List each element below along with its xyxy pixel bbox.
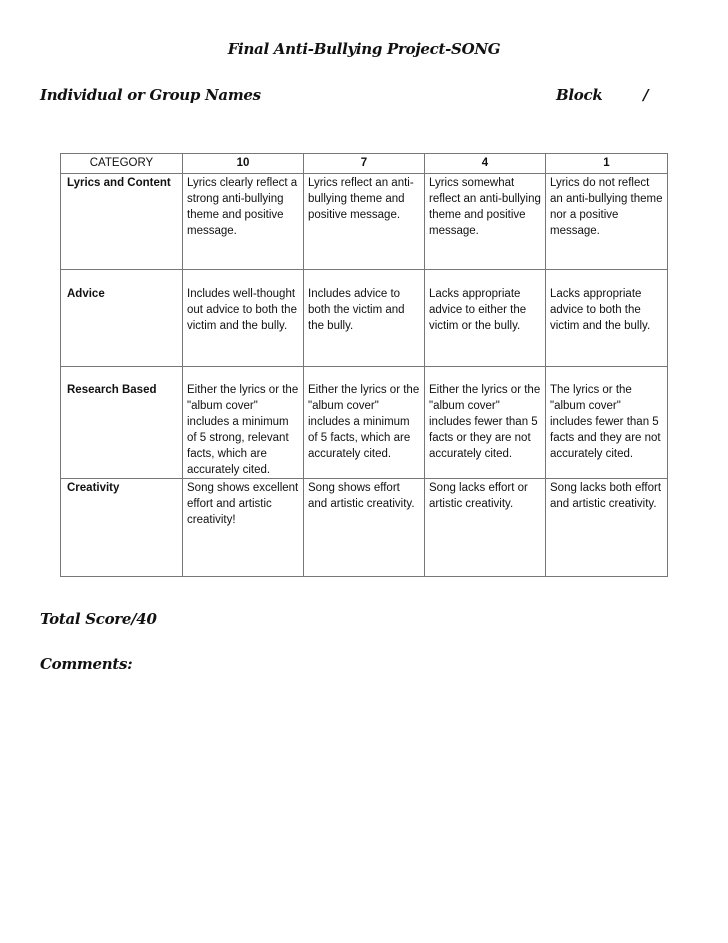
criteria-cell: Includes well-thought out advice to both the victim and the bully. — [183, 270, 304, 367]
page-title: Final Anti-Bullying Project-SONG — [227, 40, 501, 58]
names-label: Individual or Group Names — [40, 86, 261, 104]
header-score-4: 4 — [425, 154, 546, 174]
criteria-cell: Lyrics reflect an anti-bullying theme and positive message. — [304, 174, 425, 270]
criteria-cell: Lyrics somewhat reflect an anti-bullying theme and positive message. — [425, 174, 546, 270]
rubric-table — [60, 153, 668, 577]
criteria-cell: Lacks appropriate advice to either the victim or the bully. — [425, 270, 546, 367]
criteria-cell: Lyrics do not reflect an anti-bullying theme nor a positive message. — [546, 174, 668, 270]
table-row — [61, 479, 668, 577]
header-category: CATEGORY — [61, 154, 183, 174]
category-cell: Lyrics and Content — [61, 174, 183, 270]
criteria-cell: Either the lyrics or the "album cover" includes a minimum of 5 strong, relevant facts, which are accurately cited. — [183, 367, 304, 479]
criteria-cell: Lacks appropriate advice to both the victim and the bully. — [546, 270, 668, 367]
criteria-cell: Song shows effort and artistic creativity. — [304, 479, 425, 577]
criteria-cell: Lyrics clearly reflect a strong anti-bullying theme and positive message. — [183, 174, 304, 270]
category-cell: Advice — [61, 270, 183, 367]
table-row — [61, 367, 668, 479]
criteria-cell: Includes advice to both the victim and the bully. — [304, 270, 425, 367]
rubric-header-row — [61, 154, 668, 174]
table-row — [61, 270, 668, 367]
comments-label: Comments: — [40, 655, 133, 673]
category-cell: Research Based — [61, 367, 183, 479]
header-score-1: 1 — [546, 154, 668, 174]
block-label: Block — [556, 86, 603, 104]
table-row — [61, 174, 668, 270]
criteria-cell: Either the lyrics or the "album cover" includes a minimum of 5 facts, which are accurately cited. — [304, 367, 425, 479]
header-score-10: 10 — [183, 154, 304, 174]
total-score-label: Total Score/40 — [40, 610, 157, 628]
criteria-cell: Song shows excellent effort and artistic creativity! — [183, 479, 304, 577]
criteria-cell: Either the lyrics or the "album cover" includes fewer than 5 facts or they are not accurately cited. — [425, 367, 546, 479]
criteria-cell: Song lacks effort or artistic creativity. — [425, 479, 546, 577]
category-cell: Creativity — [61, 479, 183, 577]
block-slash: / — [643, 86, 649, 104]
criteria-cell: The lyrics or the "album cover" includes fewer than 5 facts and they are not accurately cited. — [546, 367, 668, 479]
header-score-7: 7 — [304, 154, 425, 174]
criteria-cell: Song lacks both effort and artistic creativity. — [546, 479, 668, 577]
